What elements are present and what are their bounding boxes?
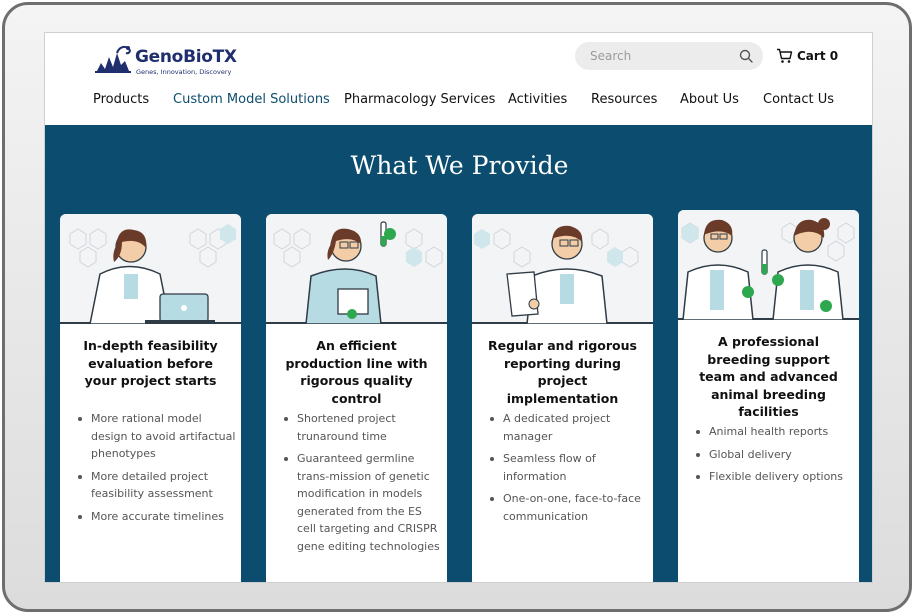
browser-viewport xyxy=(44,32,873,583)
logo-mouse-icon xyxy=(91,43,135,75)
what-we-provide-section xyxy=(45,125,873,583)
provide-card xyxy=(266,214,447,583)
scientist-with-laptop-illustration xyxy=(60,214,241,324)
card-title: In-depth feasibility evaluation before your project starts xyxy=(83,338,218,388)
list-item: More detailed project feasibility assessment xyxy=(78,468,236,503)
nav-item-resources[interactable]: Resources xyxy=(591,92,658,107)
nav-item-contact-us[interactable]: Contact Us xyxy=(763,92,834,107)
logo[interactable] xyxy=(91,43,241,77)
cart-icon xyxy=(776,48,793,64)
list-item: More accurate timelines xyxy=(78,508,236,526)
list-item: Animal health reports xyxy=(696,423,854,441)
search-placeholder: Search xyxy=(590,49,632,63)
search-input[interactable] xyxy=(575,42,763,70)
provide-card xyxy=(678,210,859,583)
card-bullet-list xyxy=(696,423,854,491)
card-title: A professional breeding support team and advanced animal breeding facilities xyxy=(699,334,838,419)
card-bullet-list xyxy=(284,410,442,560)
main-nav xyxy=(93,92,873,112)
two-scientists-illustration xyxy=(678,210,859,320)
nav-item-custom-model-solutions[interactable]: Custom Model Solutions xyxy=(173,92,330,107)
section-title: What We Provide xyxy=(350,151,569,180)
search-icon[interactable] xyxy=(738,48,754,64)
card-title: An efficient production line with rigorous quality control xyxy=(285,338,428,406)
nav-item-activities[interactable]: Activities xyxy=(508,92,568,107)
cart-label: Cart 0 xyxy=(797,49,839,63)
list-item: Flexible delivery options xyxy=(696,468,854,486)
list-item: More rational model design to avoid artifactual phenotypes xyxy=(78,410,236,463)
nav-item-products[interactable]: Products xyxy=(93,92,150,107)
list-item: Shortened project trunaround time xyxy=(284,410,442,445)
provide-card xyxy=(60,214,241,583)
card-bullet-list xyxy=(490,410,648,530)
list-item: Seamless flow of information xyxy=(490,450,648,485)
list-item: A dedicated project manager xyxy=(490,410,648,445)
card-title: Regular and rigorous reporting during project implementation xyxy=(488,338,637,406)
site-header xyxy=(45,33,873,125)
list-item: One-on-one, face-to-face communication xyxy=(490,490,648,525)
list-item: Guaranteed germline trans-mission of genetic modification in models generated from the ES cell targeting and CRISPR gene editing technologies xyxy=(284,450,442,555)
nav-item-about-us[interactable]: About Us xyxy=(680,92,739,107)
scientist-with-test-tube-illustration xyxy=(266,214,447,324)
provide-card xyxy=(472,214,653,583)
scientist-reading-report-illustration xyxy=(472,214,653,324)
card-bullet-list xyxy=(78,410,236,530)
nav-item-pharmacology-services[interactable]: Pharmacology Services xyxy=(344,92,496,107)
list-item: Global delivery xyxy=(696,446,854,464)
brand-tagline: Genes, Innovation, Discovery xyxy=(136,68,232,76)
brand-name: GenoBioTX xyxy=(135,47,237,67)
